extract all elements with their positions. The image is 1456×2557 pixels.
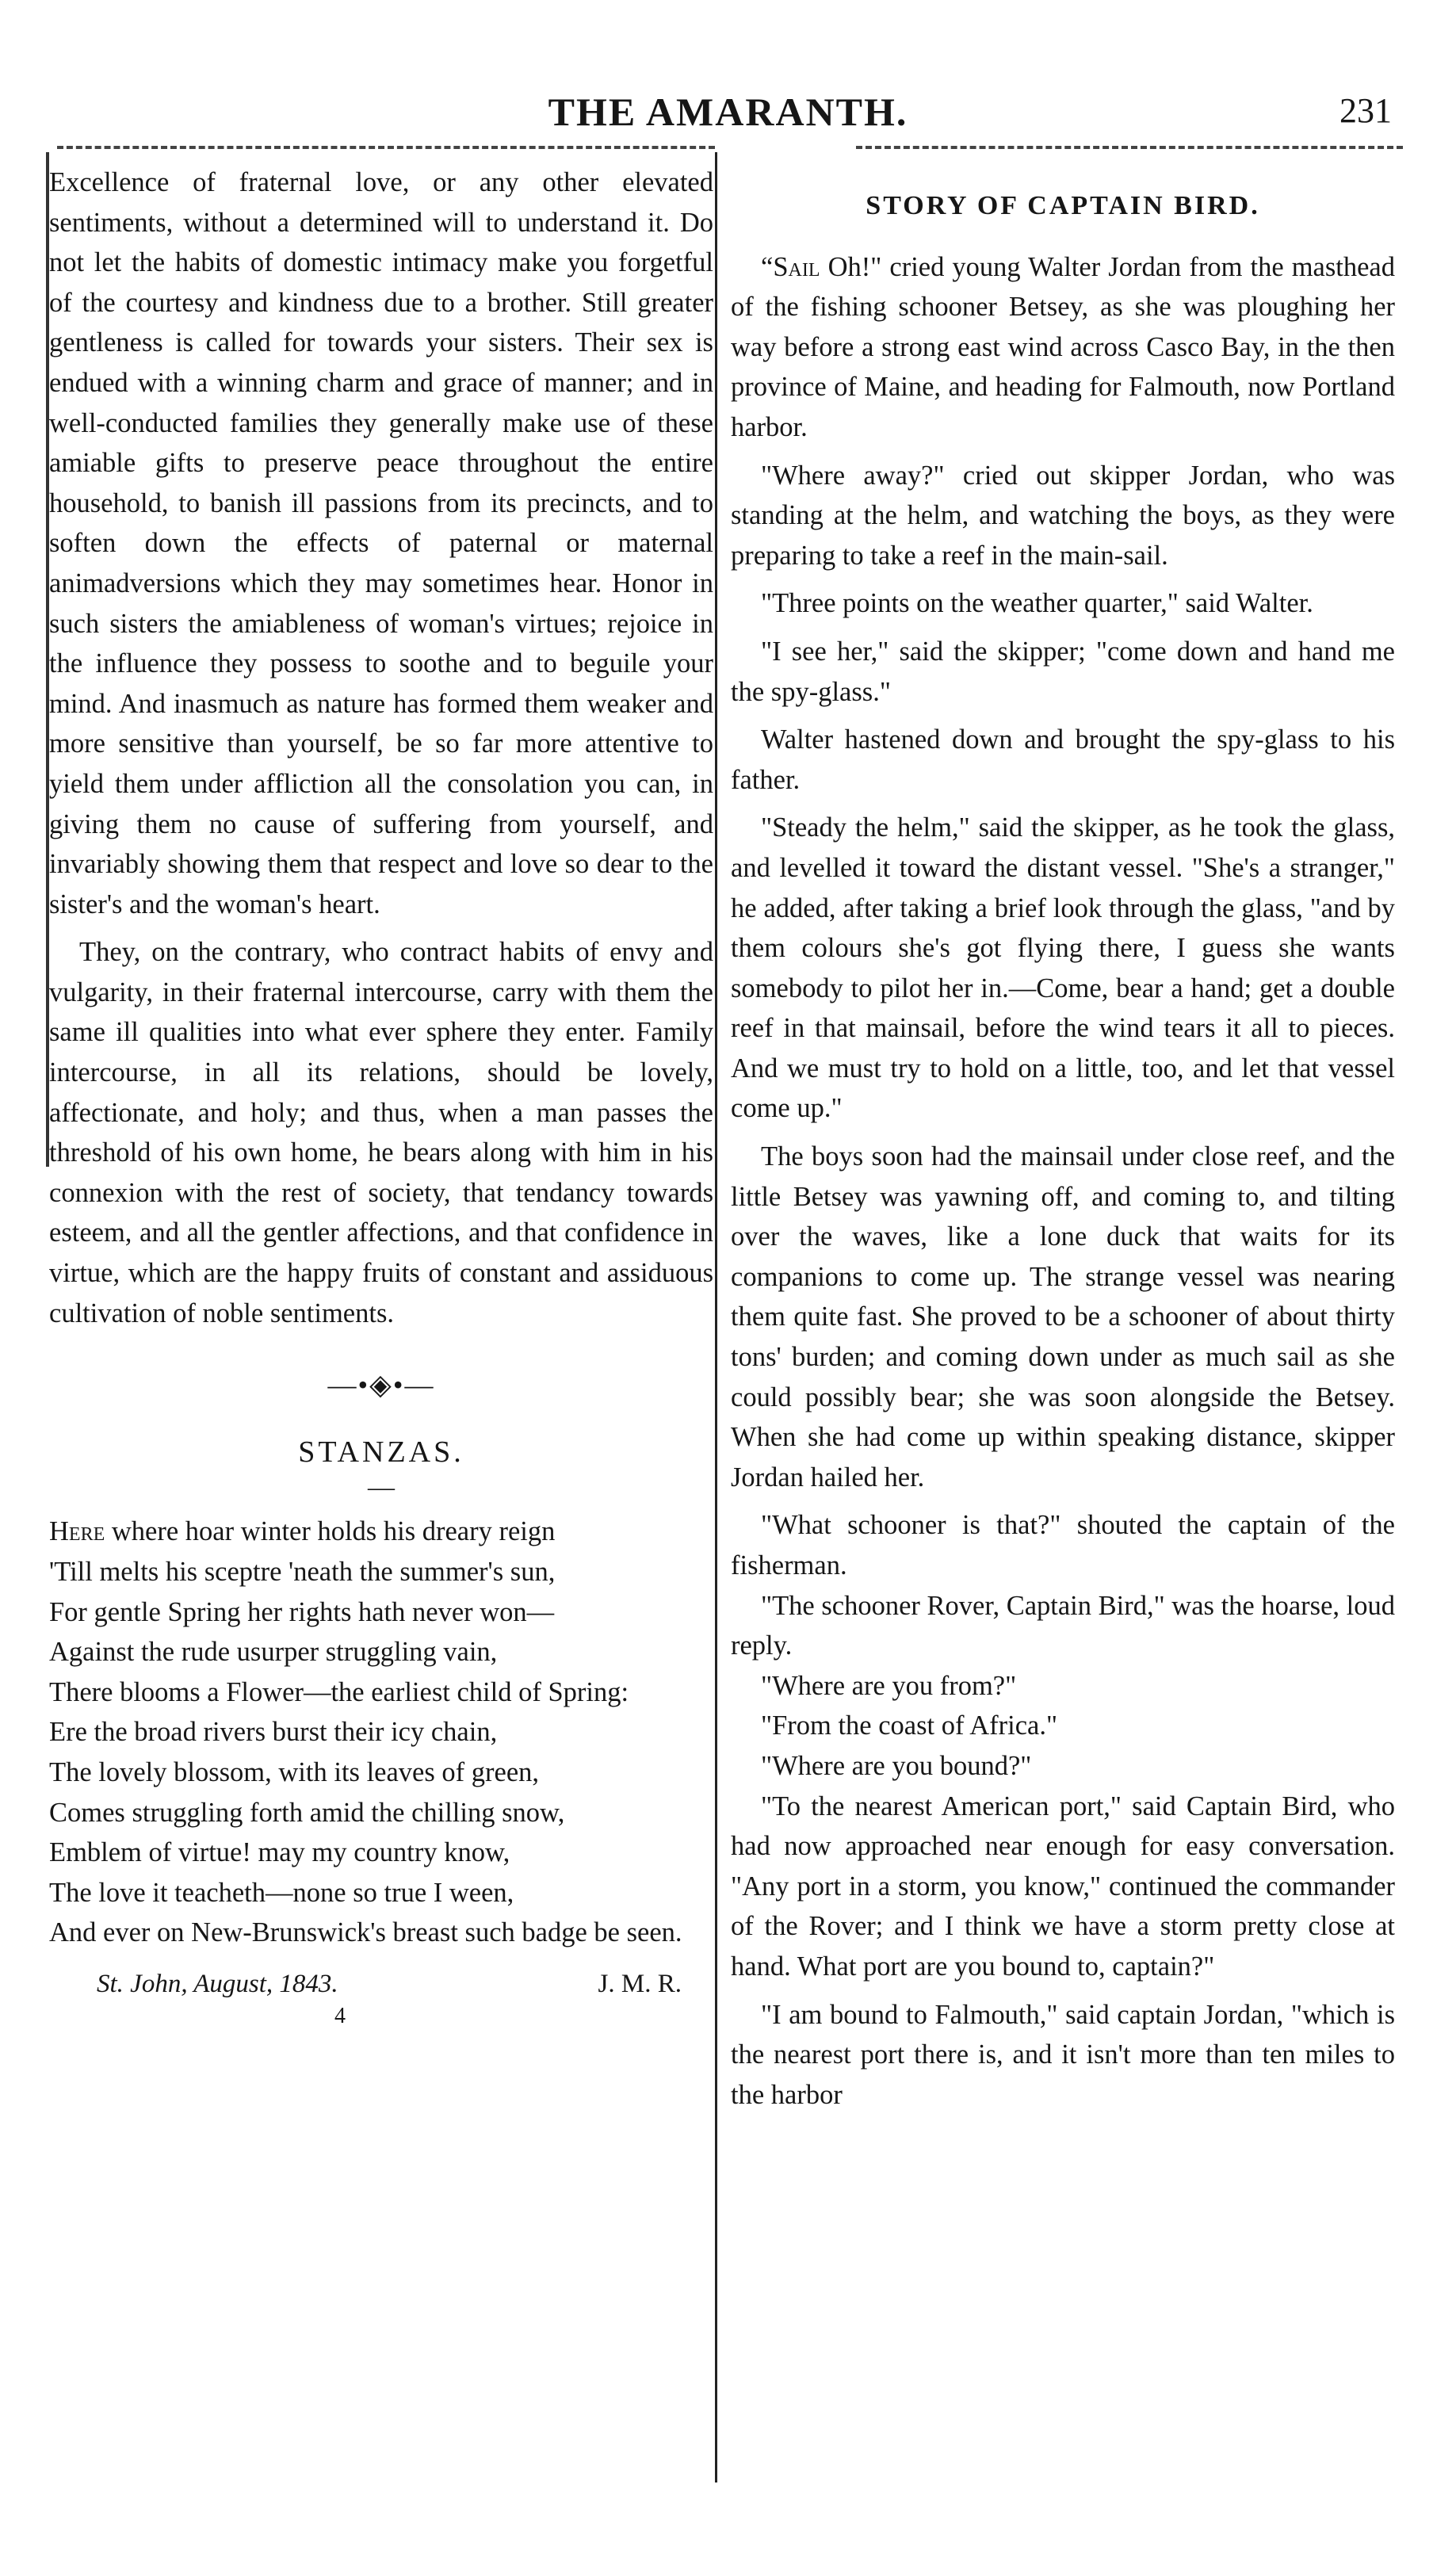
signature-number: 4 xyxy=(334,2003,346,2028)
story-title: STORY OF CAPTAIN BIRD. xyxy=(866,191,1260,220)
poem-line: Comes struggling forth amid the chilling snow, xyxy=(49,1797,565,1828)
poem-signature xyxy=(49,1964,713,2005)
signature-place: St. John, August, 1843. xyxy=(97,1969,338,1998)
poem xyxy=(49,1512,713,1953)
opening-small-caps: Sail xyxy=(773,251,820,282)
header-rule-left xyxy=(57,146,715,149)
story-paragraph: "I am bound to Falmouth," said captain Jordan, "which is the nearest port there is, and it isn't more than ten miles to the harbor xyxy=(731,1999,1395,2110)
story-paragraph: "Three points on the weather quarter," said Walter. xyxy=(761,588,1313,619)
story-paragraph: Walter hastened down and brought the spy-glass to his father. xyxy=(731,724,1395,795)
story-paragraph: "To the nearest American port," said Captain Bird, who had now approached near enough for easy conversation. "Any port in a storm, you know," continued the commander of the Rover; and I think we have a storm pretty close at hand. What port are you bound to, captain?" xyxy=(731,1791,1395,1982)
poem-line: For gentle Spring her rights hath never won— xyxy=(49,1596,555,1627)
poem-line: And ever on New-Brunswick's breast such badge be seen. xyxy=(49,1917,682,1948)
story-paragraph: "The schooner Rover, Captain Bird," was the hoarse, loud reply. xyxy=(731,1590,1395,1661)
header-rule-right xyxy=(856,146,1403,149)
story-paragraph: "Where are you bound?" xyxy=(761,1750,1032,1781)
column-divider xyxy=(715,152,717,2482)
poem-line: There blooms a Flower—the earliest child of Spring: xyxy=(49,1676,629,1707)
essay-paragraph: They, on the contrary, who contract habits of envy and vulgarity, in their fraternal intercourse, carry with them the same ill qualities into what ever sphere they enter. Family intercourse, in all its relations, should be lovely, affectionate, and holy; and thus, when a man passes the threshold of his own home, he bears along with him in his connexion with the rest of society, that tendancy towards esteem, and all the gentler affections, and that confidence in virtue, which are the happy fruits of constant and assiduous cultivation of noble sentiments. xyxy=(49,937,713,1328)
story-paragraph: "Where away?" cried out skipper Jordan, who was standing at the helm, and watching the boys, as they were preparing to take a reef in the main-sail. xyxy=(731,460,1395,571)
poem-line: Emblem of virtue! may my country know, xyxy=(49,1837,510,1868)
signature-initials: J. M. R. xyxy=(598,1969,682,1998)
essay-paragraph: Excellence of fraternal love, or any other elevated sentiments, without a determined will to understand it. Do not let the habits of domestic intimacy make you forgetful of the courtesy and kindness due to a brother. Still greater gentleness is called for towards your sisters. Their sex is endued with a winning charm and grace of manner; and in well-conducted families they generally make use of these amiable gifts to preserve peace throughout the entire household, to banish ill passions from its precincts, and to soften down the effects of paternal or maternal animadversions which they may sometimes hear. Honor in such sisters the amiableness of woman's virtues; rejoice in the influence they possess to soothe and to beguile your mind. And inasmuch as nature has formed them weaker and more sensitive than yourself, be so far more attentive to yield them under affliction all the consolation you can, in giving them no cause of suffering from yourself, and invariably showing them that respect and love so dear to the sister's and the woman's heart. xyxy=(49,167,713,919)
poem-line xyxy=(49,1512,713,1552)
section-ornament: —•◈•— xyxy=(327,1369,435,1401)
left-column xyxy=(49,162,713,2028)
poem-line: The lovely blossom, with its leaves of green, xyxy=(49,1756,540,1787)
story-paragraph: "From the coast of Africa." xyxy=(761,1710,1058,1741)
right-column xyxy=(731,162,1395,2115)
poem-line: Ere the broad rivers burst their icy chain, xyxy=(49,1717,498,1748)
opening-rest: Oh!" cried young Walter Jordan from the masthead of the fishing schooner Betsey, as she was ploughing her way before a strong east wind across Casco Bay, in the then province of Maine, and heading for Falmouth, now Portland harbor. xyxy=(731,251,1395,442)
stanzas-dash: — xyxy=(368,1473,395,1503)
story-paragraph: The boys soon had the mainsail under close reef, and the little Betsey was yawning off, and coming to, and tilting over the waves, like a lone duck that waits for its companions to come up. The strange vessel was nearing them quite fast. She proved to be a schooner of about thirty tons' burden; and coming down under as much sail as she could possibly bear; she was soon alongside the Betsey. When she had come up within speaking distance, skipper Jordan hailed her. xyxy=(731,1141,1395,1493)
story-paragraph: "Where are you from?" xyxy=(761,1670,1017,1701)
poem-line: The love it teacheth—none so true I ween, xyxy=(49,1877,514,1908)
poem-line-text: where hoar winter holds his dreary reign xyxy=(105,1516,556,1547)
poem-line: Against the rude usurper struggling vain, xyxy=(49,1637,498,1668)
running-title: THE AMARANTH. xyxy=(548,90,908,134)
story-paragraph: "What schooner is that?" shouted the captain of the fisherman. xyxy=(731,1510,1395,1580)
story-paragraph: "I see her," said the skipper; "come down and hand me the spy-glass." xyxy=(731,636,1395,707)
poem-first-word: Here xyxy=(49,1516,105,1547)
story-opening-paragraph: “Sail Oh!" cried young Walter Jordan from the masthead of the fishing schooner Betsey, as she was ploughing her way before a strong east wind across Casco Bay, in the then province of Maine, and heading for Falmouth, now Portland harbor. xyxy=(731,251,1395,442)
poem-line: 'Till melts his sceptre 'neath the summer's sun, xyxy=(49,1557,556,1587)
story-paragraph: "Steady the helm," said the skipper, as he took the glass, and levelled it toward the distant vessel. "She's a stranger," he added, after taking a brief look through the glass, "and by them colours she's got flying there, I guess she wants somebody to pilot her in.—Come, bear a hand; get a double reef in that mainsail, before the wind tears it all to pieces. And we must try to hold on a little, too, and let that vessel come up." xyxy=(731,812,1395,1124)
page-number: 231 xyxy=(1339,91,1392,130)
stanzas-title: STANZAS. xyxy=(298,1435,464,1469)
